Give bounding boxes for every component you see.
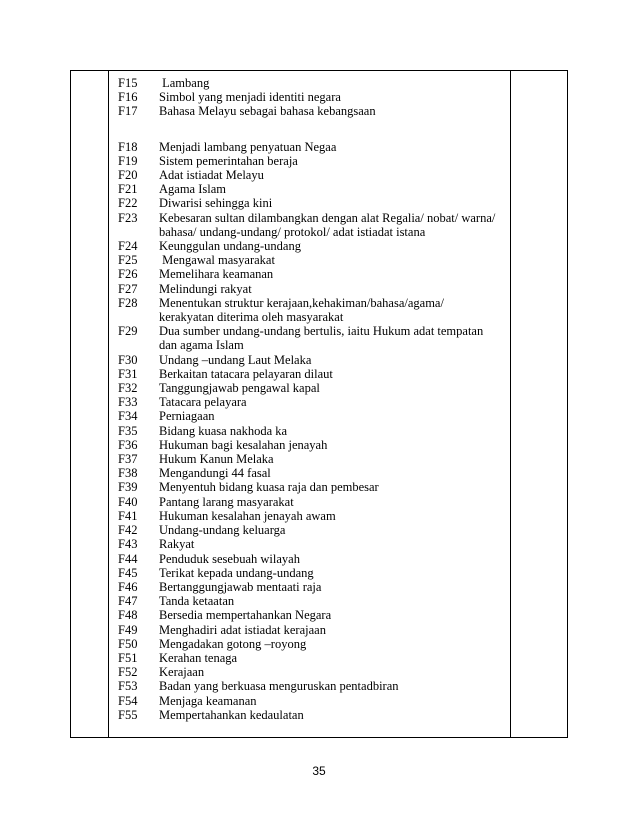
row-code: F52 xyxy=(118,665,138,680)
row-code: F34 xyxy=(118,409,138,424)
row-code: F33 xyxy=(118,395,138,410)
table-row xyxy=(118,665,518,679)
table-row xyxy=(118,708,518,722)
table-row xyxy=(118,104,518,118)
table-row xyxy=(118,452,518,466)
table-row xyxy=(118,267,518,281)
row-description: Diwarisi sehingga kini xyxy=(159,196,273,211)
row-description: Bidang kuasa nakhoda ka xyxy=(159,423,288,438)
row-description: Adat istiadat Melayu xyxy=(159,168,264,183)
table-row xyxy=(118,324,518,352)
row-code: F55 xyxy=(118,707,138,722)
row-description: Penduduk sesebuah wilayah xyxy=(159,551,300,566)
row-description: Undang-undang keluarga xyxy=(159,523,286,538)
row-code: F48 xyxy=(118,608,138,623)
row-description: Memelihara keamanan xyxy=(159,267,274,282)
row-code: F26 xyxy=(118,267,138,282)
row-code: F30 xyxy=(118,352,138,367)
row-code: F46 xyxy=(118,579,138,594)
row-description: Hukuman bagi kesalahan jenayah xyxy=(159,437,328,452)
table-row xyxy=(118,282,518,296)
table-row xyxy=(118,154,518,168)
table-row xyxy=(118,367,518,381)
table-row xyxy=(118,381,518,395)
table-row xyxy=(118,552,518,566)
row-description: Menentukan struktur kerajaan,kehakiman/bahasa/agama/ kerakyatan diterima oleh masyarakat xyxy=(159,295,444,325)
table-row xyxy=(118,296,518,324)
row-description: Bertanggungjawab mentaati raja xyxy=(159,579,322,594)
row-description: Menyentuh bidang kuasa raja dan pembesar xyxy=(159,480,379,495)
table-row xyxy=(118,608,518,622)
row-code: F50 xyxy=(118,636,138,651)
row-code: F36 xyxy=(118,437,138,452)
table-row xyxy=(118,480,518,494)
table-row xyxy=(118,424,518,438)
row-code: F40 xyxy=(118,494,138,509)
row-description: Simbol yang menjadi identiti negara xyxy=(159,90,341,105)
row-code: F38 xyxy=(118,466,138,481)
row-code: F18 xyxy=(118,139,138,154)
row-description: Tanggungjawab pengawal kapal xyxy=(159,381,320,396)
row-description: Rakyat xyxy=(159,537,195,552)
row-description: Keunggulan undang-undang xyxy=(159,239,301,254)
row-code: F20 xyxy=(118,168,138,183)
row-description: Berkaitan tatacara pelayaran dilaut xyxy=(159,366,333,381)
row-description: Menjaga keamanan xyxy=(159,693,257,708)
row-description: Hukuman kesalahan jenayah awam xyxy=(159,508,336,523)
table-row xyxy=(118,495,518,509)
row-code: F37 xyxy=(118,452,138,467)
table-row xyxy=(118,211,518,239)
row-description: Menjadi lambang penyatuan Negaa xyxy=(159,139,337,154)
table-row xyxy=(118,651,518,665)
row-code: F43 xyxy=(118,537,138,552)
table-row xyxy=(118,168,518,182)
row-description: Undang –undang Laut Melaka xyxy=(159,352,312,367)
row-description: Pantang larang masyarakat xyxy=(159,494,294,509)
column-divider xyxy=(108,70,109,738)
row-description: Mengandungi 44 fasal xyxy=(159,466,271,481)
table-row xyxy=(118,679,518,693)
row-description: Bahasa Melayu sebagai bahasa kebangsaan xyxy=(159,104,376,119)
row-code: F45 xyxy=(118,565,138,580)
row-description: Tanda ketaatan xyxy=(159,594,235,609)
row-code: F24 xyxy=(118,239,138,254)
row-code: F54 xyxy=(118,693,138,708)
table-row xyxy=(118,395,518,409)
row-description: Sistem pemerintahan beraja xyxy=(159,153,298,168)
table-rows xyxy=(118,76,518,722)
row-description: Badan yang berkuasa menguruskan pentadbiran xyxy=(159,679,399,694)
table-row xyxy=(118,694,518,708)
row-description: Mengadakan gotong –royong xyxy=(159,636,307,651)
row-code: F44 xyxy=(118,551,138,566)
row-description: Melindungi rakyat xyxy=(159,281,252,296)
row-code: F32 xyxy=(118,381,138,396)
row-code: F31 xyxy=(118,366,138,381)
row-description: Mengawal masyarakat xyxy=(159,253,275,268)
table-row xyxy=(118,594,518,608)
row-code: F49 xyxy=(118,622,138,637)
table-row xyxy=(118,466,518,480)
row-code: F19 xyxy=(118,153,138,168)
row-code: F29 xyxy=(118,324,138,339)
row-code: F39 xyxy=(118,480,138,495)
row-code: F53 xyxy=(118,679,138,694)
row-code: F51 xyxy=(118,650,138,665)
row-description: Kebesaran sultan dilambangkan dengan alat Regalia/ nobat/ warna/ bahasa/ undang-undang/ protokol/ adat istiadat istana xyxy=(159,210,496,239)
row-code: F16 xyxy=(118,90,138,105)
row-description: Menghadiri adat istiadat kerajaan xyxy=(159,622,326,637)
table-row xyxy=(118,580,518,594)
row-description: Hukum Kanun Melaka xyxy=(159,452,274,467)
row-description: Lambang xyxy=(159,76,210,90)
table-row xyxy=(118,409,518,423)
table-row xyxy=(118,623,518,637)
row-code: F22 xyxy=(118,196,138,211)
row-description: Bersedia mempertahankan Negara xyxy=(159,608,332,623)
table-row xyxy=(118,239,518,253)
row-description: Dua sumber undang-undang bertulis, iaitu Hukum adat tempatan dan agama Islam xyxy=(159,324,484,353)
table-row xyxy=(118,566,518,580)
row-code: F17 xyxy=(118,104,138,119)
table-row xyxy=(118,140,518,154)
row-description: Perniagaan xyxy=(159,409,215,424)
table-row xyxy=(118,182,518,196)
table-row xyxy=(118,76,518,90)
row-code: F21 xyxy=(118,182,138,197)
table-row xyxy=(118,509,518,523)
table-row xyxy=(118,523,518,537)
row-code: F27 xyxy=(118,281,138,296)
row-code: F41 xyxy=(118,508,138,523)
row-gap xyxy=(118,119,518,140)
table-row xyxy=(118,537,518,551)
row-code: F47 xyxy=(118,594,138,609)
row-description: Terikat kepada undang-undang xyxy=(159,565,314,580)
row-description: Mempertahankan kedaulatan xyxy=(159,707,304,722)
page-number: 35 xyxy=(312,764,326,778)
row-code: F35 xyxy=(118,423,138,438)
table-row xyxy=(118,438,518,452)
table-row xyxy=(118,90,518,104)
table-row xyxy=(118,353,518,367)
row-description: Kerajaan xyxy=(159,665,205,680)
row-code: F15 xyxy=(118,76,138,90)
row-code: F28 xyxy=(118,295,138,310)
table-row xyxy=(118,253,518,267)
table-row xyxy=(118,637,518,651)
row-description: Kerahan tenaga xyxy=(159,650,238,665)
table-row xyxy=(118,196,518,210)
row-description: Tatacara pelayara xyxy=(159,395,247,410)
row-description: Agama Islam xyxy=(159,182,226,197)
row-code: F25 xyxy=(118,253,138,268)
row-code: F23 xyxy=(118,210,138,225)
row-code: F42 xyxy=(118,523,138,538)
